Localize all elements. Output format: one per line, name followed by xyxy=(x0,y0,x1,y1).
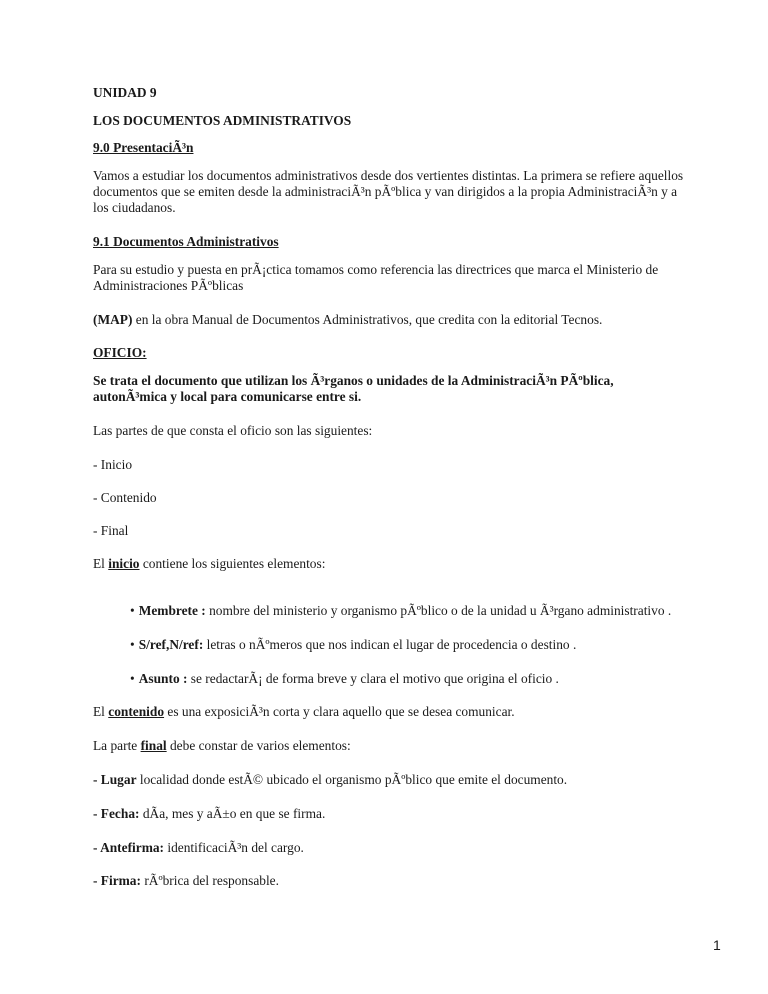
page-number: 1 xyxy=(713,937,721,953)
map-abbreviation: (MAP) xyxy=(93,312,133,327)
part-item-inicio: - Inicio xyxy=(93,457,133,472)
final-item-label: - Lugar xyxy=(93,772,137,787)
bullet-icon: • xyxy=(130,637,135,652)
oficio-definition-line-1: Se trata el documento que utilizan los Ã³rganos o unidades de la AdministraciÃ³n PÃºblica, xyxy=(93,373,614,388)
bullet-label: Membrete : xyxy=(138,603,206,618)
final-item-firma xyxy=(93,873,279,889)
bullet-label: S/ref,N/ref: xyxy=(138,637,204,652)
bullet-text: nombre del ministerio y organismo pÃºblico o de la unidad u Ã³rgano administrativo . xyxy=(205,603,672,618)
contenido-paragraph xyxy=(93,704,515,720)
intro-paragraph-line-3: los ciudadanos. xyxy=(93,200,176,215)
contenido-keyword: contenido xyxy=(108,704,165,719)
final-intro-pre: La parte xyxy=(93,738,141,753)
map-paragraph-text: en la obra Manual de Documentos Administrativos, que credita con la editorial Tecnos. xyxy=(132,312,603,327)
final-item-text: identificaciÃ³n del cargo. xyxy=(164,840,304,855)
section-heading-presentacion: 9.0 PresentaciÃ³n xyxy=(93,140,194,155)
inicio-intro xyxy=(93,556,325,572)
contenido-pre: El xyxy=(93,704,109,719)
reference-paragraph-line-1: Para su estudio y puesta en prÃ¡ctica tomamos como referencia las directrices que marca el Ministerio de xyxy=(93,262,659,277)
final-item-antefirma xyxy=(93,840,304,856)
intro-paragraph-line-1: Vamos a estudiar los documentos administrativos desde dos vertientes distintas. La primera se refiere aquellos xyxy=(93,168,684,183)
final-intro-post: debe constar de varios elementos: xyxy=(166,738,351,753)
final-keyword: final xyxy=(140,738,167,753)
bullet-icon: • xyxy=(130,603,135,618)
inicio-intro-post: contiene los siguientes elementos: xyxy=(139,556,326,571)
final-item-label: - Antefirma: xyxy=(93,840,165,855)
inicio-bullet-membrete xyxy=(130,603,671,619)
final-item-text: localidad donde estÃ© ubicado el organismo pÃºblico que emite el documento. xyxy=(136,772,568,787)
parts-intro: Las partes de que consta el oficio son las siguientes: xyxy=(93,423,373,438)
part-item-contenido: - Contenido xyxy=(93,490,157,505)
final-item-label: - Fecha: xyxy=(93,806,140,821)
contenido-post: es una exposiciÃ³n corta y clara aquello que se desea comunicar. xyxy=(164,704,515,719)
oficio-heading: OFICIO: xyxy=(93,345,147,360)
bullet-label: Asunto : xyxy=(138,671,188,686)
final-intro xyxy=(93,738,351,754)
main-title: LOS DOCUMENTOS ADMINISTRATIVOS xyxy=(93,113,352,128)
oficio-definition-line-2: autonÃ³mica y local para comunicarse entre si. xyxy=(93,389,362,404)
reference-paragraph-line-2: Administraciones PÃºblicas xyxy=(93,278,244,293)
part-item-final: - Final xyxy=(93,523,129,538)
inicio-bullet-sref xyxy=(130,637,576,653)
inicio-bullet-asunto xyxy=(130,671,559,687)
final-item-text: rÃºbrica del responsable. xyxy=(140,873,279,888)
inicio-keyword: inicio xyxy=(108,556,140,571)
bullet-text: se redactarÃ¡ de forma breve y clara el motivo que origina el oficio . xyxy=(187,671,559,686)
section-heading-documentos: 9.1 Documentos Administrativos xyxy=(93,234,279,249)
intro-paragraph-line-2: documentos que se emiten desde la administraciÃ³n pÃºblica y van dirigidos a la propia AdministraciÃ³n y a xyxy=(93,184,678,199)
bullet-text: letras o nÃºmeros que nos indican el lugar de procedencia o destino . xyxy=(203,637,577,652)
bullet-icon: • xyxy=(130,671,135,686)
map-paragraph xyxy=(93,312,602,328)
final-item-label: - Firma: xyxy=(93,873,141,888)
inicio-intro-pre: El xyxy=(93,556,109,571)
final-item-text: dÃa, mes y aÃ±o en que se firma. xyxy=(139,806,326,821)
final-item-lugar xyxy=(93,772,567,788)
final-item-fecha xyxy=(93,806,325,822)
unit-title: UNIDAD 9 xyxy=(93,85,157,100)
